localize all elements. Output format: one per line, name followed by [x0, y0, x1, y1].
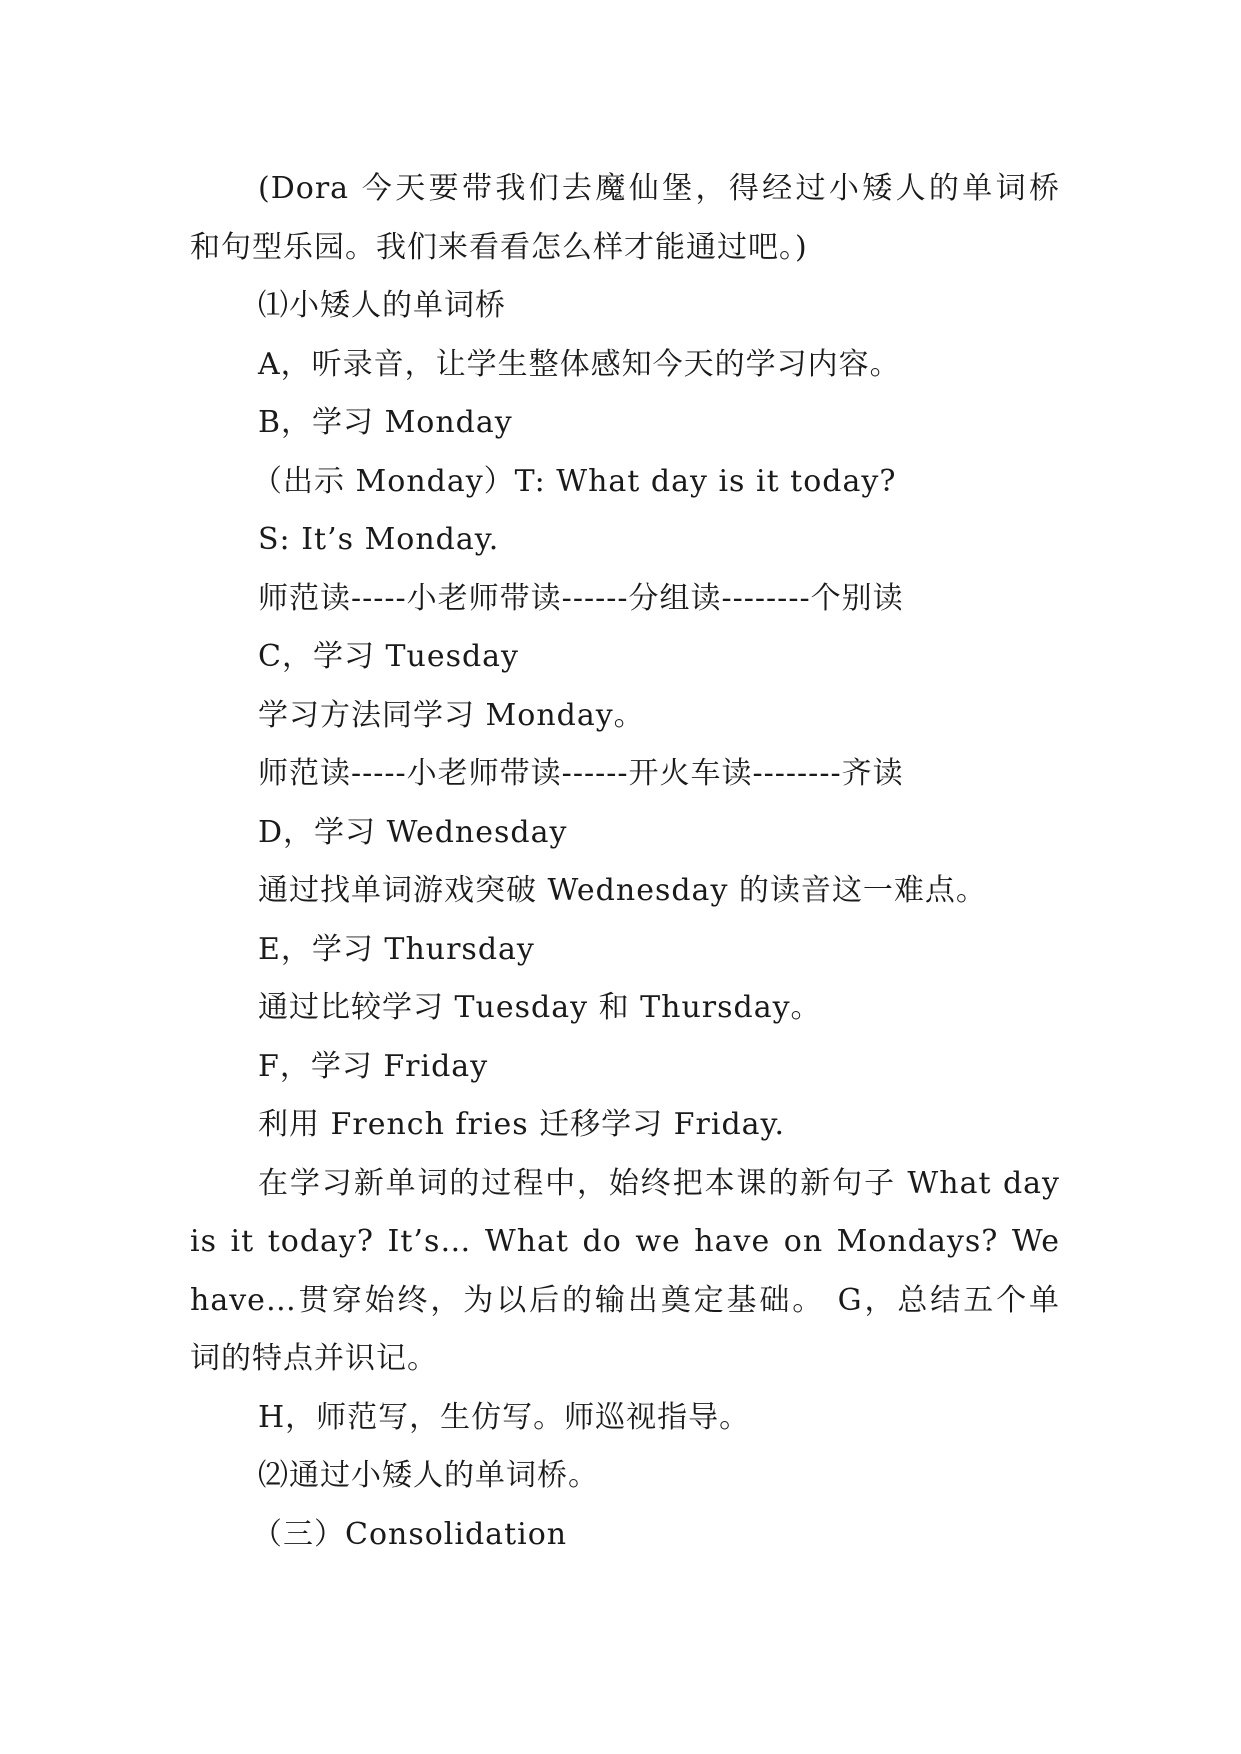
- text-line: have…贯穿始终，为以后的输出奠定基础。 G，总结五个单: [190, 1282, 1060, 1318]
- text-line: 师范读-----小老师带读------分组读--------个别读: [258, 580, 904, 616]
- text-line: （三）Consolidation: [252, 1516, 568, 1552]
- text-line: F，学习 Friday: [258, 1048, 489, 1084]
- text-line: 和句型乐园。我们来看看怎么样才能通过吧。): [190, 229, 808, 265]
- text-line: （出示 Monday）T: What day is it today?: [252, 463, 897, 499]
- text-line: ⑵通过小矮人的单词桥。: [258, 1458, 599, 1493]
- text-line: E，学习 Thursday: [258, 931, 535, 967]
- text-line: is it today? It’s… What do we have on Mondays? We: [190, 1224, 1060, 1259]
- text-line: 在学习新单词的过程中，始终把本课的新句子 What day: [258, 1165, 1060, 1201]
- text-line: A，听录音，让学生整体感知今天的学习内容。: [258, 346, 901, 382]
- text-line: C，学习 Tuesday: [258, 639, 520, 674]
- text-line: 利用 French fries 迁移学习 Friday.: [258, 1107, 786, 1142]
- text-line: ⑴小矮人的单词桥: [258, 288, 506, 323]
- text-line: 师范读-----小老师带读------开火车读--------齐读: [258, 756, 904, 791]
- text-line: D，学习 Wednesday: [258, 814, 568, 850]
- text-line: 通过比较学习 Tuesday 和 Thursday。: [258, 990, 822, 1025]
- text-line: B，学习 Monday: [258, 405, 513, 440]
- document-body: [190, 160, 1060, 1564]
- text-line: (Dora 今天要带我们去魔仙堡，得经过小矮人的单词桥: [258, 171, 1060, 206]
- text-line: 词的特点并识记。: [190, 1341, 438, 1376]
- text-line: S: It’s Monday.: [258, 522, 500, 557]
- text-line: 通过找单词游戏突破 Wednesday 的读音这一难点。: [258, 873, 987, 908]
- text-line: H，师范写，生仿写。师巡视指导。: [258, 1399, 751, 1435]
- text-line: 学习方法同学习 Monday。: [258, 697, 645, 733]
